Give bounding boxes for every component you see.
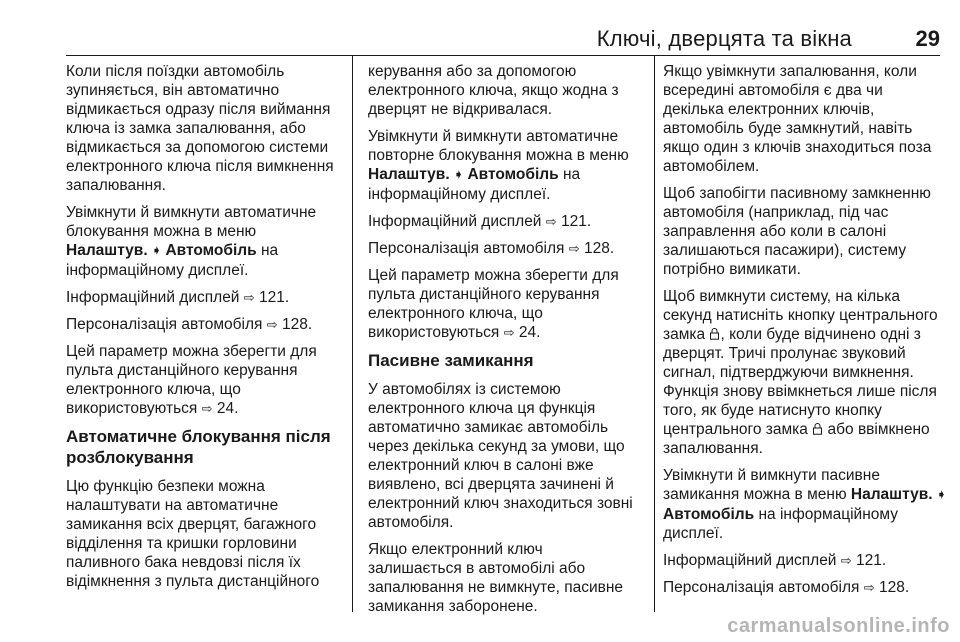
- reference-arrow-icon: ⇨: [243, 290, 255, 305]
- paragraph: Цей параметр можна зберегти для пульта дистанційного керування електронного ключа, що використовуються ⇨ 24.: [368, 267, 619, 341]
- cross-reference: Персоналізація автомобіля ⇨ 128.: [368, 240, 615, 257]
- text: Увімкнути й вимкнути пасивне замикання можна в меню: [663, 467, 880, 503]
- text: на інформаційному дисплеї.: [663, 506, 898, 542]
- paragraph: Якщо увімкнути запалювання, коли всередині автомобіля є два чи декілька електронних ключів, автомобіль буде замкнутий, навіть якщо один з ключів знаходиться поза автомобілем.: [663, 63, 932, 175]
- column-2: [368, 62, 640, 624]
- cross-reference: Інформаційний дисплей ⇨ 121.: [66, 289, 290, 306]
- paragraph: [663, 466, 947, 543]
- reference-arrow-icon: ⇨: [266, 317, 278, 332]
- reference-arrow-icon: ⇨: [863, 580, 875, 595]
- menu-arrow-icon: ➧: [151, 245, 162, 257]
- page-number: 29: [915, 26, 940, 51]
- paragraph: Коли після поїздки автомобіль зупиняється, він автоматично відмикається одразу після виймання ключа із замка запалювання, або відмикається за допомогою системи електронного ключа після вимкнення запалювання.: [66, 63, 334, 194]
- text: на інформаційному дисплеї.: [368, 166, 581, 203]
- paragraph: керування або за допомогою електронного ключа, якщо жодна з дверцят не відкривалася.: [368, 63, 619, 118]
- menu-arrow-icon: ➧: [936, 489, 947, 501]
- reference-arrow-icon: ⇨: [503, 325, 515, 340]
- paragraph: Щоб запобігти пасивному замкненню автомобіля (наприклад, під час заправлення або коли в салоні залишаються пасажири), систему потрібно вимикати.: [663, 185, 931, 278]
- paragraph: [66, 203, 338, 280]
- paragraph: Щоб вимкнути систему, на кілька секунд натисніть кнопку центрального замка , коли буде відчинено одні з дверцят. Тричі пролунає звуковий сигнал, підтверджуючи вимкнення. Функція знову ввімкнеться лише після того, як буде натиснуто кнопку центрального замка або ввімкнено запалювання.: [663, 288, 938, 457]
- cross-reference: Інформаційний дисплей ⇨ 121.: [663, 552, 887, 569]
- menu-path: Налаштув. ➧ Автомобіль: [66, 242, 257, 259]
- column-divider-1: [352, 56, 353, 612]
- menu-arrow-icon: ➧: [453, 169, 464, 181]
- menu-path: Налаштув. ➧ Автомобіль: [663, 486, 947, 523]
- cross-reference: Персоналізація автомобіля ⇨ 128.: [663, 579, 910, 596]
- page-title: Ключі, дверцята та вікна: [596, 26, 852, 51]
- column-3: [663, 62, 947, 605]
- cross-reference: Персоналізація автомобіля ⇨ 128.: [66, 316, 313, 333]
- reference-arrow-icon: ⇨: [201, 401, 213, 416]
- header-rule: [66, 55, 940, 56]
- cross-reference: Інформаційний дисплей ⇨ 121.: [368, 213, 592, 230]
- lock-icon: [709, 327, 720, 340]
- paragraph: [368, 127, 640, 204]
- lock-icon: [812, 422, 823, 435]
- reference-arrow-icon: ⇨: [545, 214, 557, 229]
- watermark: carmanualsonline.info: [727, 615, 950, 637]
- paragraph: Цю функцію безпеки можна налаштувати на автоматичне замикання всіх дверцят, багажного відділення та кришки горловини паливного бака невдовзі після їх відімкнення з пульта дистанційного: [66, 478, 320, 590]
- column-1: [66, 62, 338, 599]
- paragraph: Цей параметр можна зберегти для пульта дистанційного керування електронного ключа, що використовуються ⇨ 24.: [66, 343, 317, 417]
- column-divider-2: [654, 56, 655, 612]
- page-header: [0, 0, 960, 56]
- paragraph: Якщо електронний ключ залишається в автомобілі або запалювання не вимкнуте, пасивне замикання заборонене.: [368, 541, 624, 615]
- text: на інформаційному дисплеї.: [66, 242, 279, 279]
- menu-path: Налаштув. ➧ Автомобіль: [368, 166, 559, 183]
- reference-arrow-icon: ⇨: [840, 553, 852, 568]
- paragraph: У автомобілях із системою електронного ключа ця функція автоматично замикає автомобіль через декілька секунд за умови, що електронний ключ в салоні вже виявлено, всі дверцята зачинені й електронний ключ знаходиться зовні автомобіля.: [368, 381, 633, 531]
- text: Увімкнути й вимкнути автоматичне блокування можна в меню: [66, 204, 317, 240]
- text: Увімкнути й вимкнути автоматичне повторне блокування можна в меню: [368, 128, 629, 164]
- reference-arrow-icon: ⇨: [568, 241, 580, 256]
- section-heading: Пасивне замикання: [368, 351, 534, 370]
- section-heading: Автоматичне блокування після розблокування: [66, 427, 331, 467]
